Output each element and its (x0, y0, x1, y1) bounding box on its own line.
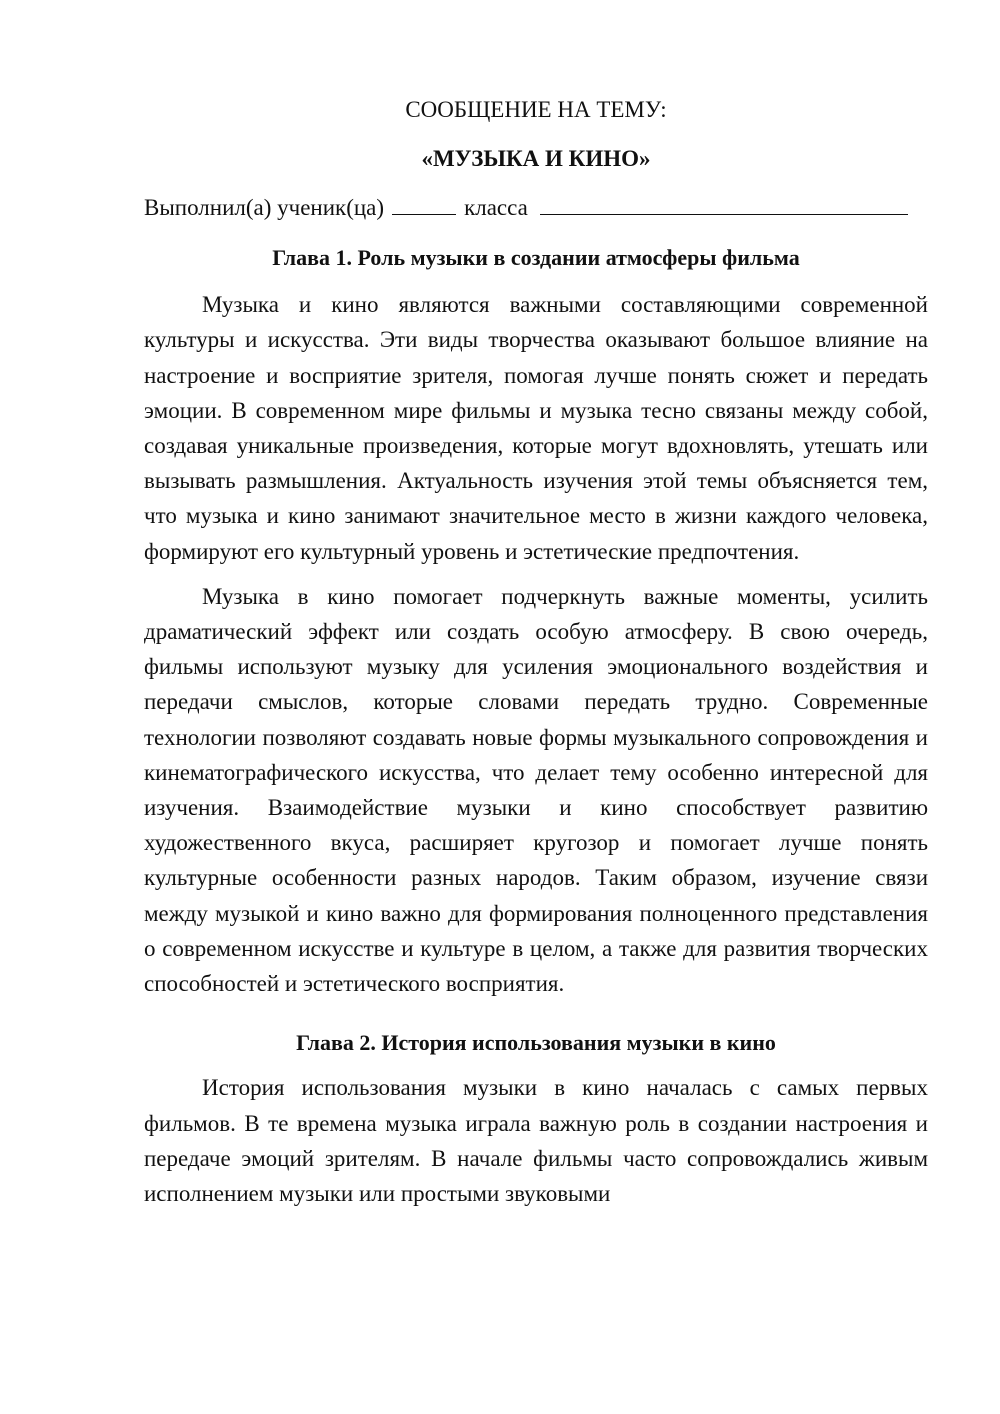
chapter-1-heading: Глава 1. Роль музыки в создании атмосферы фильма (272, 245, 800, 270)
chapter-1-paragraph-2: Музыка в кино помогает подчеркнуть важные моменты, усилить драматический эффект или создать особую атмосферу. В свою очередь, фильмы используют музыку для усиления эмоционального воздействия и передачи смыслов, которые словами передать трудно. Современные технологии позволяют создавать новые формы музыкального сопровождения и кинематографического искусства, что делает тему особенно интересной для изучения. Взаимодействие музыки и кино способствует развитию художественного вкуса, расширяет кругозор и помогает лучше понять культурные особенности разных народов. Таким образом, изучение связи между музыкой и кино важно для формирования полноценного представления о современном искусстве и культуре в целом, а также для развития творческих способностей и эстетического восприятия. (144, 583, 928, 997)
chapter-2-paragraph-1: История использования музыки в кино началась с самых первых фильмов. В те времена музыка играла важную роль в создании настроения и передаче эмоций зрителям. В начале фильмы часто сопровождались живым исполнением музыки или простыми звуковыми (144, 1075, 928, 1207)
grade-blank-field (392, 196, 456, 215)
author-prefix: Выполнил(а) ученик(ца) (144, 195, 385, 220)
chapter-2-heading: Глава 2. История использования музыки в кино (296, 1030, 776, 1056)
chapter-1-paragraph-1: Музыка и кино являются важными составляющими современной культуры и искусства. Эти виды творчества оказывают большое влияние на настроение и восприятие зрителя, помогая лучше понять сюжет и передать эмоции. В современном мире фильмы и музыка тесно связаны между собой, создавая уникальные произведения, которые могут вдохновлять, утешать или вызывать размышления. Актуальность изучения этой темы объясняется тем, что музыка и кино занимают значительное место в жизни каждого человека, формируют его культурный уровень и эстетические предпочтения. (144, 292, 928, 564)
document-title: СООБЩЕНИЕ НА ТЕМУ: (405, 97, 667, 122)
document-topic: «МУЗЫКА И КИНО» (421, 146, 651, 171)
author-line (144, 190, 928, 226)
page-content (144, 92, 928, 1211)
name-blank-field (540, 196, 908, 215)
author-class-label: класса (464, 195, 528, 220)
